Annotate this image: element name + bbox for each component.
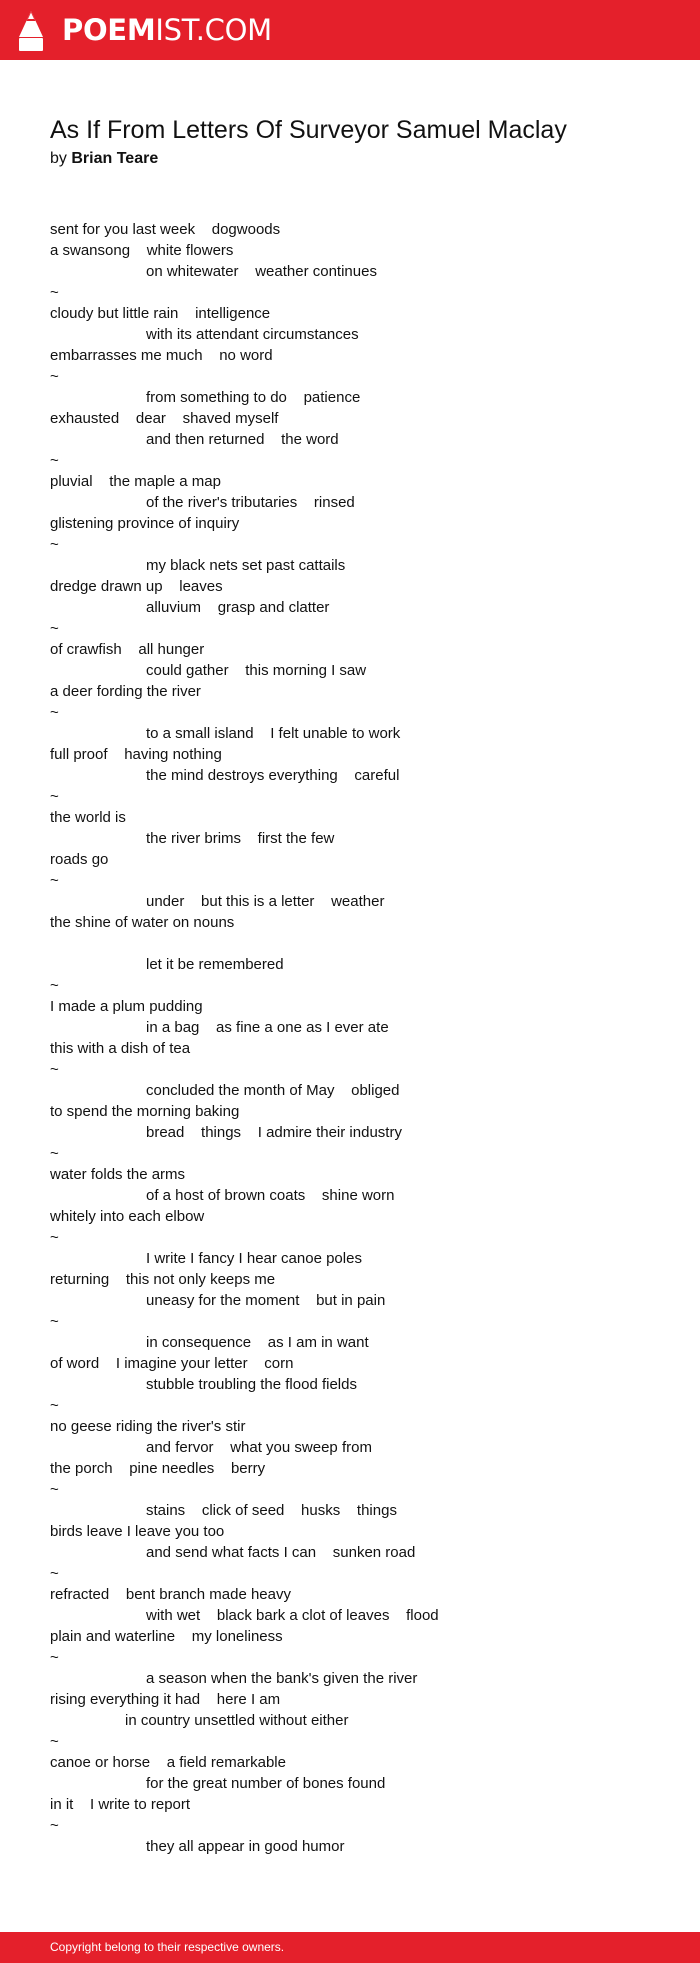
poem-line: rising everything it had here I am <box>50 1691 281 1708</box>
stanza-separator: ~ <box>50 1313 59 1330</box>
poem-line: to a small island I felt unable to work <box>146 725 401 742</box>
poem-line: roads go <box>50 851 109 868</box>
poem-line: water folds the arms <box>50 1166 186 1183</box>
blank-line <box>50 933 670 954</box>
poem-line: my black nets set past cattails <box>146 557 346 574</box>
copyright-text: Copyright belong to their respective owners. <box>50 1940 285 1954</box>
poem-title: As If From Letters Of Surveyor Samuel Maclay <box>50 116 567 144</box>
poem-line: whitely into each elbow <box>50 1208 205 1225</box>
poem-line: the world is <box>50 809 126 826</box>
poem-line: I write I fancy I hear canoe poles <box>146 1250 362 1267</box>
poem-line: I made a plum pudding <box>50 998 203 1015</box>
poem-line: in consequence as I am in want <box>146 1334 369 1351</box>
logo-text-bold: POEM <box>62 13 156 47</box>
by-label: by <box>50 150 67 167</box>
logo-text-light: IST.COM <box>155 13 272 47</box>
poem-line: concluded the month of May obliged <box>146 1082 400 1099</box>
stanza-separator: ~ <box>50 1733 59 1750</box>
poem-line: embarrasses me much no word <box>50 347 273 364</box>
site-header <box>0 0 700 60</box>
poem-line: sent for you last week dogwoods <box>50 221 281 238</box>
poem-line: stubble troubling the flood fields <box>146 1376 357 1393</box>
poem-line: glistening province of inquiry <box>50 515 240 532</box>
stanza-separator: ~ <box>50 1565 59 1582</box>
byline <box>50 148 158 170</box>
poem-line: they all appear in good humor <box>146 1838 345 1855</box>
poem-line: a swansong white flowers <box>50 242 234 259</box>
poem-line: uneasy for the moment but in pain <box>146 1292 386 1309</box>
poem-line: canoe or horse a field remarkable <box>50 1754 286 1771</box>
poem-line: alluvium grasp and clatter <box>146 599 330 616</box>
stanza-separator: ~ <box>50 872 59 889</box>
poem-line: bread things I admire their industry <box>146 1124 402 1141</box>
poem-line: with its attendant circumstances <box>146 326 359 343</box>
poem-line: of a host of brown coats shine worn <box>146 1187 395 1204</box>
stanza-separator: ~ <box>50 704 59 721</box>
stanza-separator: ~ <box>50 1481 59 1498</box>
stanza-separator: ~ <box>50 1061 59 1078</box>
poem-line: could gather this morning I saw <box>146 662 367 679</box>
poem-line: the shine of water on nouns <box>50 914 235 931</box>
stanza-separator: ~ <box>50 536 59 553</box>
stanza-separator: ~ <box>50 977 59 994</box>
poem-line: in a bag as fine a one as I ever ate <box>146 1019 389 1036</box>
poem-line: exhausted dear shaved myself <box>50 410 279 427</box>
poem-line: with wet black bark a clot of leaves flood <box>146 1607 439 1624</box>
stanza-separator: ~ <box>50 788 59 805</box>
poem-line: in it I write to report <box>50 1796 191 1813</box>
poem-line: stains click of seed husks things <box>146 1502 397 1519</box>
poem-line: the mind destroys everything careful <box>146 767 400 784</box>
poem-line: under but this is a letter weather <box>146 893 385 910</box>
poem-line: no geese riding the river's stir <box>50 1418 246 1435</box>
poem-line: let it be remembered <box>146 956 284 973</box>
poem-body <box>50 219 670 1857</box>
poem-line: returning this not only keeps me <box>50 1271 276 1288</box>
poem-line: pluvial the maple a map <box>50 473 221 490</box>
author-name: Brian Teare <box>71 150 159 167</box>
poem-line: a deer fording the river <box>50 683 201 700</box>
poem-line: the porch pine needles berry <box>50 1460 266 1477</box>
stanza-separator: ~ <box>50 284 59 301</box>
poem-line: of crawfish all hunger <box>50 641 205 658</box>
pencil-tip-icon[interactable] <box>16 9 46 52</box>
site-logo[interactable] <box>62 11 272 49</box>
poem-line: of the river's tributaries rinsed <box>146 494 355 511</box>
stanza-separator: ~ <box>50 620 59 637</box>
poem-line: on whitewater weather continues <box>146 263 377 280</box>
poem-line: of word I imagine your letter corn <box>50 1355 294 1372</box>
poem-line: and then returned the word <box>146 431 339 448</box>
stanza-separator: ~ <box>50 1145 59 1162</box>
poem-line: to spend the morning baking <box>50 1103 240 1120</box>
poem-line: plain and waterline my loneliness <box>50 1628 283 1645</box>
poem-line: dredge drawn up leaves <box>50 578 223 595</box>
stanza-separator: ~ <box>50 1817 59 1834</box>
stanza-separator: ~ <box>50 368 59 385</box>
poem-line: the river brims first the few <box>146 830 335 847</box>
poem-line: for the great number of bones found <box>146 1775 386 1792</box>
poem-line: and fervor what you sweep from <box>146 1439 372 1456</box>
stanza-separator: ~ <box>50 1649 59 1666</box>
stanza-separator: ~ <box>50 452 59 469</box>
poem-line: in country unsettled without either <box>125 1712 349 1729</box>
poem-line: birds leave I leave you too <box>50 1523 225 1540</box>
stanza-separator: ~ <box>50 1397 59 1414</box>
poem-line: and send what facts I can sunken road <box>146 1544 416 1561</box>
poem-line: full proof having nothing <box>50 746 222 763</box>
stanza-separator: ~ <box>50 1229 59 1246</box>
poem-line: cloudy but little rain intelligence <box>50 305 271 322</box>
poem-line: refracted bent branch made heavy <box>50 1586 291 1603</box>
poem-line: a season when the bank's given the river <box>146 1670 418 1687</box>
poem-line: this with a dish of tea <box>50 1040 191 1057</box>
poem-line: from something to do patience <box>146 389 361 406</box>
site-footer <box>0 1932 700 1963</box>
